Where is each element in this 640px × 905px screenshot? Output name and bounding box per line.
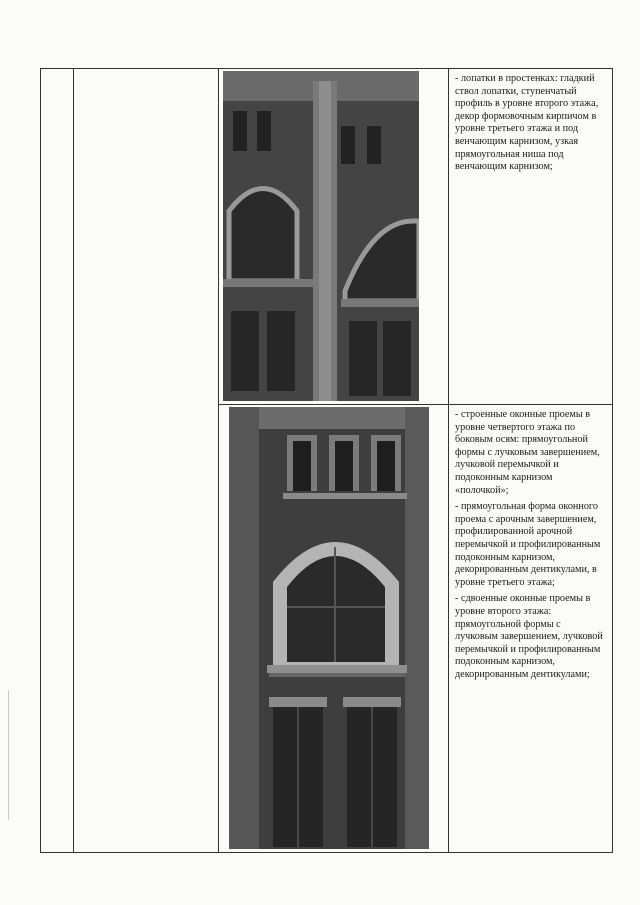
monument-description-table	[40, 68, 613, 853]
photo-cell	[219, 405, 449, 853]
building-facade-photo-lower	[229, 407, 429, 849]
number-cell	[41, 69, 74, 853]
scan-artifact	[8, 690, 9, 820]
table-row	[41, 69, 613, 405]
description-paragraph: - прямоугольная форма оконного проема с арочным завершением, профилированной арочной перемычкой и профилированным подоконным карнизом, декорированным дентикулами, в уровне третьего этажа;	[455, 501, 601, 588]
description-paragraph: - сдвоенные оконные проемы в уровне второго этажа: прямоугольной формы с лучковым завершением, лучковой перемычкой и профилированным подоконным карнизом, декорированным дентикулами;	[455, 593, 603, 680]
building-facade-photo-upper	[223, 71, 419, 401]
photo-cell	[219, 69, 449, 405]
description-paragraph: - лопатки в простенках: гладкий ствол лопатки, ступенчатый профиль в уровне второго этажа, декор формовочным кирпичом в уровне третьего этажа и под венчающим карнизом, узкая прямоугольная ниша под венчающим карнизом;	[455, 73, 599, 173]
element-name-cell	[74, 69, 219, 853]
description-text	[449, 69, 612, 174]
description-cell	[449, 405, 613, 853]
description-cell	[449, 69, 613, 405]
description-text	[449, 405, 612, 681]
description-paragraph: - строенные оконные проемы в уровне четвертого этажа по боковым осям: прямоугольной формы с лучковым завершением, лучковой перемычкой и подоконным карнизом «полочкой»;	[455, 409, 600, 496]
